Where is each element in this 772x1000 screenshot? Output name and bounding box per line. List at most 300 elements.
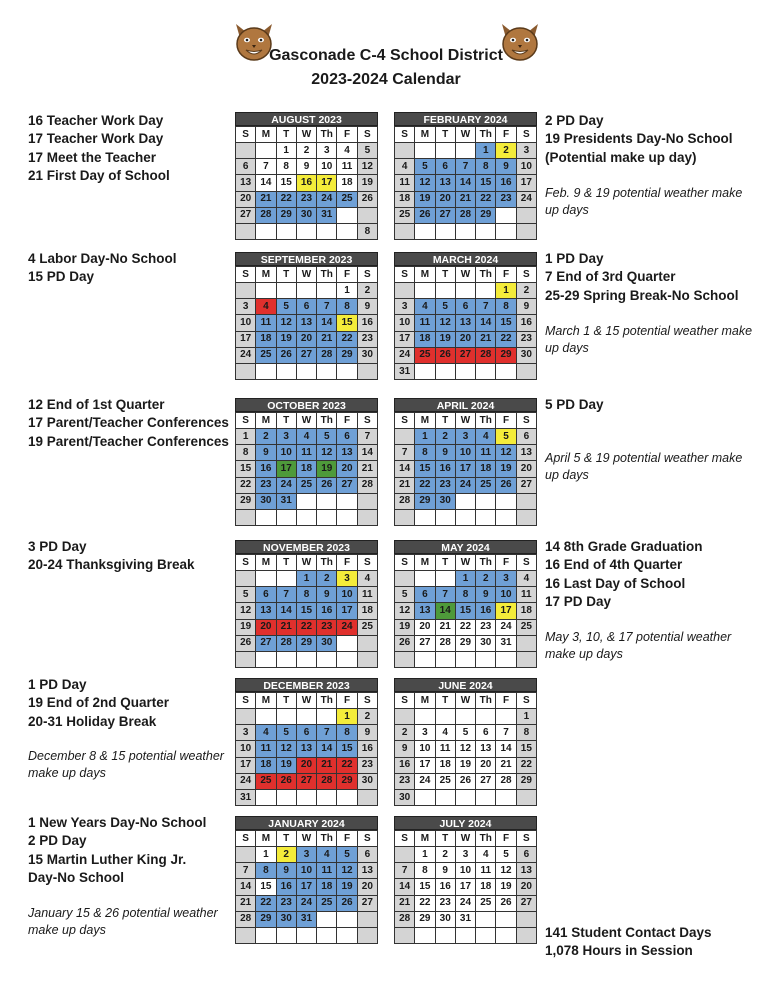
day-cell: 24 bbox=[516, 191, 536, 207]
day-cell bbox=[415, 927, 435, 943]
month-name: FEBRUARY 2024 bbox=[394, 112, 537, 126]
day-cell: 23 bbox=[435, 895, 455, 911]
day-cell bbox=[476, 911, 496, 927]
week-row bbox=[395, 911, 537, 927]
day-cell: 24 bbox=[455, 477, 475, 493]
day-cell: 27 bbox=[236, 207, 256, 223]
weekday-label: S bbox=[395, 127, 415, 143]
event-note: 16 Last Day of School bbox=[545, 575, 686, 591]
week-row bbox=[395, 143, 537, 159]
weekday-header-row bbox=[236, 413, 378, 429]
day-cell bbox=[317, 709, 337, 725]
weekday-label: Th bbox=[476, 413, 496, 429]
day-cell: 23 bbox=[476, 619, 496, 635]
weekday-label: T bbox=[276, 555, 296, 571]
day-count-cell: 8 bbox=[357, 223, 377, 239]
day-cell: 11 bbox=[317, 863, 337, 879]
day-cell bbox=[296, 363, 316, 379]
day-cell bbox=[496, 927, 516, 943]
weekday-label: W bbox=[455, 555, 475, 571]
week-row bbox=[236, 927, 378, 943]
week-row bbox=[236, 773, 378, 789]
day-cell: 22 bbox=[496, 331, 516, 347]
day-cell bbox=[236, 363, 256, 379]
weekday-label: T bbox=[435, 127, 455, 143]
hours-total: 1,078 Hours in Session bbox=[545, 943, 693, 959]
weekday-label: S bbox=[357, 413, 377, 429]
day-cell: 26 bbox=[357, 191, 377, 207]
day-cell: 19 bbox=[357, 175, 377, 191]
day-cell: 29 bbox=[455, 635, 475, 651]
month-name: APRIL 2024 bbox=[394, 398, 537, 412]
week-row bbox=[395, 331, 537, 347]
day-cell: 10 bbox=[236, 741, 256, 757]
day-cell: 7 bbox=[256, 159, 276, 175]
day-cell bbox=[395, 429, 415, 445]
weekday-label: T bbox=[276, 831, 296, 847]
day-cell bbox=[496, 509, 516, 525]
day-cell: 9 bbox=[296, 159, 316, 175]
day-cell: 13 bbox=[415, 603, 435, 619]
student-days-total: 141 Student Contact Days bbox=[545, 925, 712, 940]
day-cell: 30 bbox=[357, 347, 377, 363]
day-cell: 8 bbox=[516, 725, 536, 741]
day-cell bbox=[256, 571, 276, 587]
day-cell: 9 bbox=[496, 159, 516, 175]
summary-totals bbox=[545, 924, 712, 961]
day-cell: 29 bbox=[337, 347, 357, 363]
day-cell bbox=[357, 651, 377, 667]
day-cell bbox=[256, 789, 276, 805]
weekday-header-row bbox=[395, 693, 537, 709]
day-cell: 14 bbox=[256, 175, 276, 191]
day-cell bbox=[496, 709, 516, 725]
weekday-label: T bbox=[276, 267, 296, 283]
day-cell bbox=[476, 493, 496, 509]
day-cell: 20 bbox=[357, 879, 377, 895]
day-cell: 8 bbox=[276, 159, 296, 175]
day-cell bbox=[236, 571, 256, 587]
day-cell: 25 bbox=[476, 477, 496, 493]
month-calendar bbox=[394, 252, 537, 380]
weekday-label: S bbox=[357, 693, 377, 709]
event-note: 19 Parent/Teacher Conferences bbox=[28, 433, 229, 449]
day-cell: 4 bbox=[256, 299, 276, 315]
day-cell: 4 bbox=[476, 429, 496, 445]
day-cell: 18 bbox=[357, 603, 377, 619]
day-cell: 3 bbox=[455, 847, 475, 863]
day-cell: 11 bbox=[256, 741, 276, 757]
day-cell: 27 bbox=[256, 635, 276, 651]
weekday-label: M bbox=[256, 831, 276, 847]
day-cell: 17 bbox=[496, 603, 516, 619]
weekday-label: M bbox=[415, 413, 435, 429]
day-cell: 18 bbox=[256, 331, 276, 347]
day-cell: 9 bbox=[317, 587, 337, 603]
event-note: 21 First Day of School bbox=[28, 167, 170, 183]
day-cell bbox=[516, 651, 536, 667]
month-grid bbox=[235, 830, 378, 944]
day-cell bbox=[317, 651, 337, 667]
day-cell: 28 bbox=[476, 347, 496, 363]
weekday-label: F bbox=[496, 267, 516, 283]
day-cell: 19 bbox=[435, 331, 455, 347]
day-cell: 4 bbox=[357, 571, 377, 587]
week-row bbox=[236, 789, 378, 805]
day-cell: 7 bbox=[395, 863, 415, 879]
event-note: 17 Meet the Teacher bbox=[28, 149, 157, 165]
day-cell: 29 bbox=[276, 207, 296, 223]
event-note: 15 PD Day bbox=[28, 269, 95, 285]
day-cell: 19 bbox=[337, 879, 357, 895]
day-cell: 19 bbox=[395, 619, 415, 635]
weekday-header-row bbox=[236, 555, 378, 571]
weekday-label: W bbox=[455, 831, 475, 847]
day-cell: 24 bbox=[236, 773, 256, 789]
day-cell: 21 bbox=[395, 477, 415, 493]
day-cell: 5 bbox=[236, 587, 256, 603]
day-cell bbox=[317, 789, 337, 805]
weekday-label: S bbox=[395, 555, 415, 571]
day-cell: 19 bbox=[496, 461, 516, 477]
day-cell bbox=[276, 927, 296, 943]
weekday-label: S bbox=[516, 555, 536, 571]
week-row bbox=[395, 175, 537, 191]
day-cell bbox=[455, 651, 475, 667]
day-cell: 25 bbox=[415, 347, 435, 363]
week-row bbox=[236, 143, 378, 159]
day-cell bbox=[496, 493, 516, 509]
weekday-header-row bbox=[395, 267, 537, 283]
day-cell: 4 bbox=[476, 847, 496, 863]
day-cell: 2 bbox=[296, 143, 316, 159]
week-row bbox=[395, 445, 537, 461]
day-cell: 26 bbox=[317, 477, 337, 493]
day-cell: 20 bbox=[296, 331, 316, 347]
day-cell bbox=[476, 709, 496, 725]
month-name: AUGUST 2023 bbox=[235, 112, 378, 126]
week-row bbox=[236, 445, 378, 461]
weekday-header-row bbox=[395, 127, 537, 143]
day-cell bbox=[317, 223, 337, 239]
day-cell: 22 bbox=[276, 191, 296, 207]
day-cell: 5 bbox=[357, 143, 377, 159]
day-cell: 27 bbox=[357, 895, 377, 911]
event-note: 3 PD Day bbox=[28, 539, 87, 554]
day-cell: 21 bbox=[395, 895, 415, 911]
day-cell: 16 bbox=[496, 175, 516, 191]
month-calendar bbox=[235, 252, 378, 380]
day-cell: 27 bbox=[516, 477, 536, 493]
week-row bbox=[395, 619, 537, 635]
day-cell bbox=[395, 847, 415, 863]
weekday-label: M bbox=[256, 267, 276, 283]
month-name: JUNE 2024 bbox=[394, 678, 537, 692]
day-cell: 2 bbox=[256, 429, 276, 445]
weekday-label: Th bbox=[317, 413, 337, 429]
day-cell: 9 bbox=[395, 741, 415, 757]
day-cell bbox=[256, 651, 276, 667]
week-row bbox=[395, 863, 537, 879]
day-cell: 28 bbox=[395, 493, 415, 509]
day-cell bbox=[236, 509, 256, 525]
day-cell bbox=[516, 789, 536, 805]
day-cell: 18 bbox=[395, 191, 415, 207]
day-cell: 25 bbox=[395, 207, 415, 223]
day-cell: 17 bbox=[236, 331, 256, 347]
day-cell: 24 bbox=[455, 895, 475, 911]
day-cell: 29 bbox=[415, 493, 435, 509]
day-cell bbox=[337, 207, 357, 223]
day-cell: 18 bbox=[256, 757, 276, 773]
day-cell: 22 bbox=[236, 477, 256, 493]
day-cell: 22 bbox=[455, 619, 475, 635]
day-cell bbox=[516, 363, 536, 379]
day-cell: 19 bbox=[455, 757, 475, 773]
day-cell bbox=[236, 709, 256, 725]
day-cell: 9 bbox=[357, 299, 377, 315]
day-cell: 12 bbox=[415, 175, 435, 191]
day-cell bbox=[395, 651, 415, 667]
day-cell: 17 bbox=[415, 757, 435, 773]
day-cell: 17 bbox=[296, 879, 316, 895]
weather-makeup-note: Feb. 9 & 19 potential weather make up days bbox=[545, 186, 743, 217]
weekday-label: T bbox=[435, 555, 455, 571]
day-cell: 15 bbox=[496, 315, 516, 331]
weekday-label: W bbox=[296, 555, 316, 571]
day-cell bbox=[496, 223, 516, 239]
day-cell: 10 bbox=[337, 587, 357, 603]
week-row bbox=[236, 709, 378, 725]
weekday-label: F bbox=[496, 413, 516, 429]
month-calendar bbox=[394, 816, 537, 944]
month-name: MARCH 2024 bbox=[394, 252, 537, 266]
week-row bbox=[236, 363, 378, 379]
day-cell: 25 bbox=[476, 895, 496, 911]
day-cell: 30 bbox=[516, 347, 536, 363]
day-cell bbox=[236, 927, 256, 943]
day-cell: 7 bbox=[435, 587, 455, 603]
day-cell: 23 bbox=[317, 619, 337, 635]
day-cell: 7 bbox=[317, 725, 337, 741]
day-cell: 31 bbox=[236, 789, 256, 805]
day-cell: 9 bbox=[516, 299, 536, 315]
day-cell bbox=[296, 493, 316, 509]
day-cell bbox=[256, 143, 276, 159]
weather-makeup-note: April 5 & 19 potential weather make up days bbox=[545, 451, 743, 482]
day-cell: 26 bbox=[415, 207, 435, 223]
weekday-header-row bbox=[236, 693, 378, 709]
day-cell: 29 bbox=[256, 911, 276, 927]
day-cell: 13 bbox=[256, 603, 276, 619]
day-cell bbox=[395, 927, 415, 943]
day-cell bbox=[296, 283, 316, 299]
weekday-label: F bbox=[496, 831, 516, 847]
weekday-label: Th bbox=[317, 693, 337, 709]
day-cell: 15 bbox=[296, 603, 316, 619]
event-note: 17 Parent/Teacher Conferences bbox=[28, 415, 229, 431]
day-cell bbox=[256, 509, 276, 525]
day-cell: 3 bbox=[516, 143, 536, 159]
day-cell: 16 bbox=[317, 603, 337, 619]
event-note: 20-31 Holiday Break bbox=[28, 713, 157, 729]
day-cell bbox=[357, 789, 377, 805]
weekday-label: M bbox=[256, 413, 276, 429]
week-row bbox=[395, 725, 537, 741]
day-cell: 18 bbox=[476, 879, 496, 895]
week-row bbox=[395, 603, 537, 619]
weekday-label: S bbox=[516, 831, 536, 847]
day-cell: 17 bbox=[395, 331, 415, 347]
day-cell: 1 bbox=[476, 143, 496, 159]
day-cell bbox=[337, 789, 357, 805]
day-cell bbox=[357, 207, 377, 223]
day-cell: 4 bbox=[317, 847, 337, 863]
day-cell bbox=[276, 283, 296, 299]
day-cell bbox=[476, 363, 496, 379]
day-cell: 7 bbox=[455, 159, 475, 175]
day-cell bbox=[296, 509, 316, 525]
weekday-label: W bbox=[455, 693, 475, 709]
day-cell bbox=[415, 143, 435, 159]
day-cell bbox=[516, 223, 536, 239]
day-cell: 10 bbox=[496, 587, 516, 603]
day-cell: 30 bbox=[317, 635, 337, 651]
notes-right bbox=[545, 112, 733, 167]
event-note: 12 End of 1st Quarter bbox=[28, 397, 165, 412]
day-cell: 6 bbox=[256, 587, 276, 603]
day-cell: 21 bbox=[236, 895, 256, 911]
notes-left bbox=[28, 112, 170, 185]
notes-right bbox=[545, 250, 739, 305]
day-cell: 2 bbox=[435, 429, 455, 445]
day-cell: 24 bbox=[395, 347, 415, 363]
weekday-label: W bbox=[296, 693, 316, 709]
week-row bbox=[236, 911, 378, 927]
day-cell bbox=[256, 927, 276, 943]
weekday-header-row bbox=[236, 831, 378, 847]
event-note: 25-29 Spring Break-No School bbox=[545, 287, 739, 303]
day-cell: 26 bbox=[395, 635, 415, 651]
day-cell bbox=[415, 571, 435, 587]
day-cell bbox=[516, 911, 536, 927]
day-cell bbox=[337, 651, 357, 667]
day-cell: 30 bbox=[276, 911, 296, 927]
weekday-label: S bbox=[357, 831, 377, 847]
day-cell: 26 bbox=[496, 895, 516, 911]
weekday-label: W bbox=[296, 831, 316, 847]
week-row bbox=[395, 741, 537, 757]
day-cell: 20 bbox=[435, 191, 455, 207]
day-cell bbox=[395, 709, 415, 725]
week-row bbox=[395, 587, 537, 603]
event-note: 7 End of 3rd Quarter bbox=[545, 269, 676, 285]
day-cell bbox=[337, 509, 357, 525]
day-cell: 24 bbox=[496, 619, 516, 635]
week-row bbox=[395, 191, 537, 207]
event-note: 16 End of 4th Quarter bbox=[545, 557, 683, 573]
day-cell: 31 bbox=[395, 363, 415, 379]
day-cell: 17 bbox=[317, 175, 337, 191]
day-cell: 20 bbox=[256, 619, 276, 635]
week-row bbox=[236, 175, 378, 191]
notes-right bbox=[545, 538, 703, 611]
day-cell: 10 bbox=[296, 863, 316, 879]
day-cell: 18 bbox=[516, 603, 536, 619]
day-cell: 28 bbox=[496, 773, 516, 789]
day-cell: 25 bbox=[435, 773, 455, 789]
week-row bbox=[395, 429, 537, 445]
week-row bbox=[236, 493, 378, 509]
day-cell: 1 bbox=[276, 143, 296, 159]
day-cell: 23 bbox=[276, 895, 296, 911]
weekday-label: S bbox=[357, 267, 377, 283]
week-row bbox=[395, 363, 537, 379]
day-cell: 26 bbox=[236, 635, 256, 651]
week-row bbox=[395, 283, 537, 299]
weekday-label: T bbox=[435, 267, 455, 283]
week-row bbox=[236, 159, 378, 175]
day-cell bbox=[395, 143, 415, 159]
day-cell: 20 bbox=[415, 619, 435, 635]
week-row bbox=[236, 331, 378, 347]
week-row bbox=[395, 571, 537, 587]
day-cell: 10 bbox=[455, 863, 475, 879]
day-cell: 15 bbox=[476, 175, 496, 191]
weekday-label: M bbox=[256, 693, 276, 709]
day-cell bbox=[276, 789, 296, 805]
day-cell: 8 bbox=[476, 159, 496, 175]
event-note: 17 Teacher Work Day bbox=[28, 131, 164, 147]
day-cell: 16 bbox=[516, 315, 536, 331]
day-cell bbox=[415, 223, 435, 239]
weather-makeup-note: May 3, 10, & 17 potential weather make up days bbox=[545, 630, 732, 661]
day-cell: 27 bbox=[435, 207, 455, 223]
day-cell: 16 bbox=[395, 757, 415, 773]
notes-left bbox=[28, 814, 206, 887]
event-note: (Potential make up day) bbox=[545, 149, 697, 165]
day-cell: 22 bbox=[256, 895, 276, 911]
day-cell: 6 bbox=[415, 587, 435, 603]
day-cell: 6 bbox=[435, 159, 455, 175]
page-header bbox=[0, 0, 772, 100]
day-cell: 10 bbox=[516, 159, 536, 175]
day-cell: 16 bbox=[476, 603, 496, 619]
weekday-label: F bbox=[337, 413, 357, 429]
weekday-label: M bbox=[256, 555, 276, 571]
day-cell bbox=[455, 363, 475, 379]
day-cell: 1 bbox=[415, 429, 435, 445]
day-cell: 27 bbox=[516, 895, 536, 911]
day-cell: 14 bbox=[476, 315, 496, 331]
day-cell bbox=[455, 283, 475, 299]
day-cell bbox=[476, 509, 496, 525]
weekday-label: Th bbox=[317, 831, 337, 847]
day-cell: 18 bbox=[296, 461, 316, 477]
weekday-label: Th bbox=[476, 693, 496, 709]
day-cell: 11 bbox=[357, 587, 377, 603]
day-cell: 1 bbox=[337, 709, 357, 725]
day-cell: 5 bbox=[455, 725, 475, 741]
week-row bbox=[395, 927, 537, 943]
day-cell: 12 bbox=[276, 315, 296, 331]
day-cell: 14 bbox=[317, 315, 337, 331]
weekday-label: M bbox=[415, 267, 435, 283]
day-cell bbox=[455, 223, 475, 239]
day-cell: 19 bbox=[276, 331, 296, 347]
day-cell bbox=[317, 363, 337, 379]
day-cell: 2 bbox=[276, 847, 296, 863]
